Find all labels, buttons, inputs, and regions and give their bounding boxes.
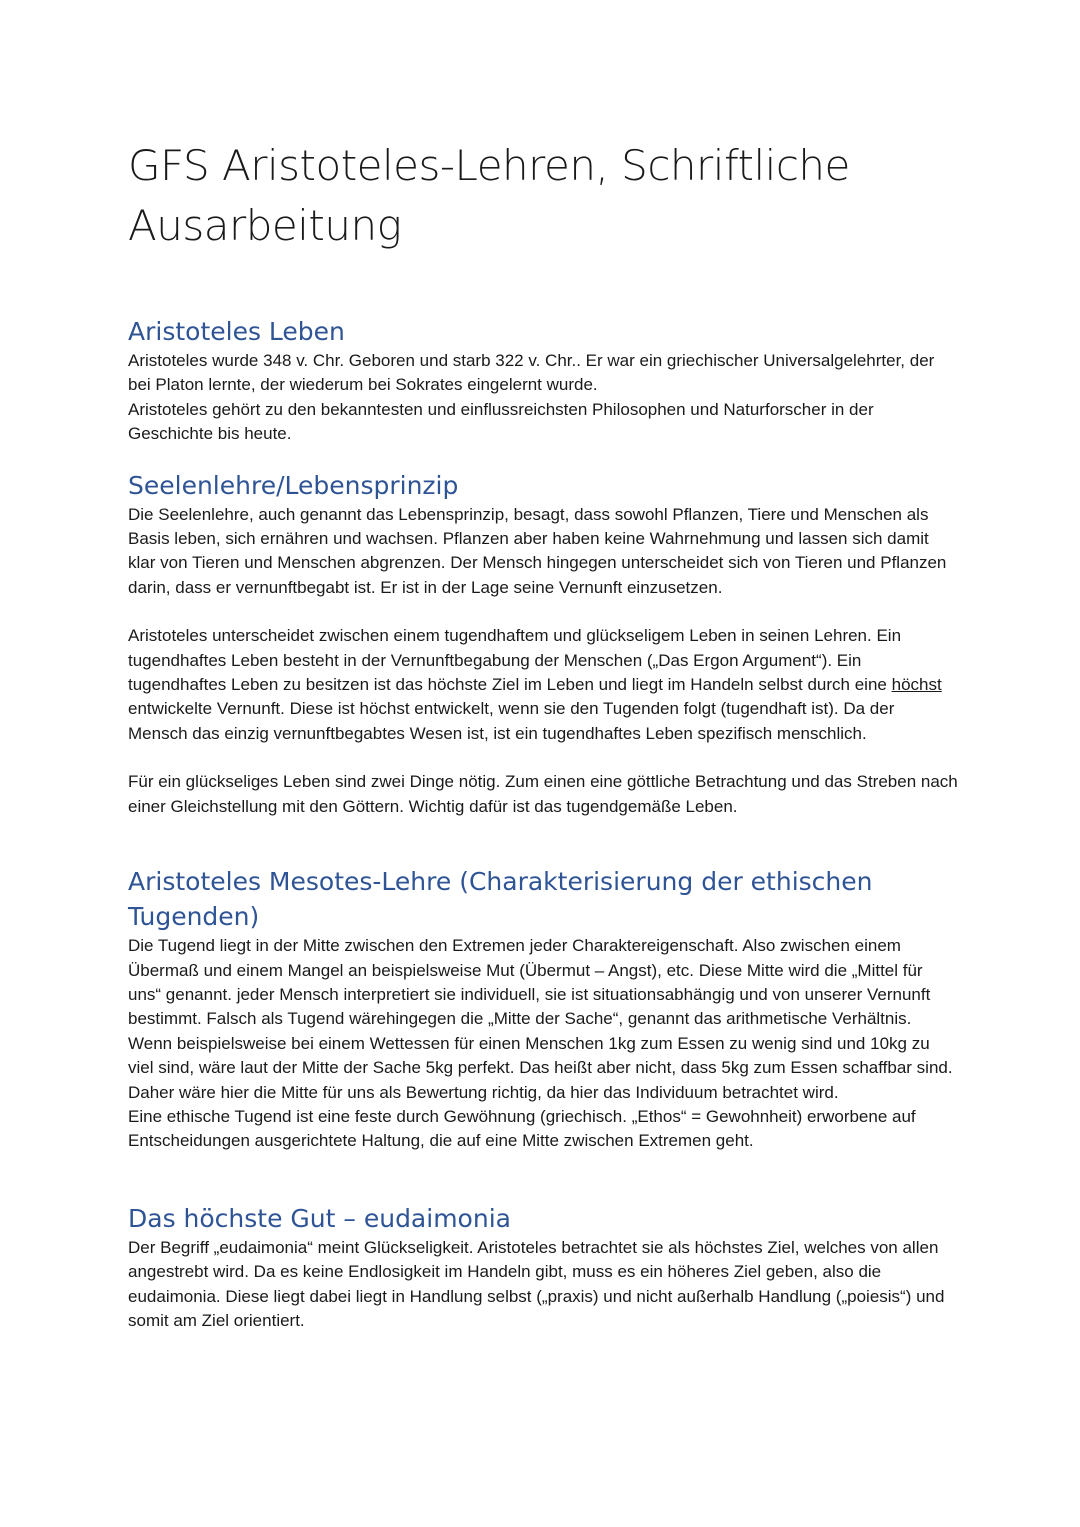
underlined-word-hoechst: höchst <box>891 675 942 695</box>
paragraph-seelenlehre-1: Die Seelenlehre, auch genannt das Lebensprinzip, besagt, dass sowohl Pflanzen, Tiere und Menschen als Basis leben, sich ernähren und wachsen. Pflanzen aber haben keine Wahrnehmung und lassen sich damit klar von Tieren und Menschen abgrenzen. Der Mensch hingegen unterscheidet sich von Tieren und Pflanzen darin, dass er vernunftbegabt ist. Er ist in der Lage seine Vernunft einzusetzen. <box>128 504 947 597</box>
paragraph-leben-1: Aristoteles wurde 348 v. Chr. Geboren und starb 322 v. Chr.. Er war ein griechischer Universalgelehrter, der bei Platon lernte, der wiederum bei Sokrates eingelernt wurde. <box>128 351 935 395</box>
paragraph-tugendhaft-part-1: Aristoteles unterscheidet zwischen einem tugendhaftem und glückseligem Leben in seinen Lehren. Ein tugendhaftes Leben besteht in der Vernunftbegabung der Menschen („Das Ergon Argument“). Ein tugendhaftes Leben zu besitzen ist das höchste Ziel im Leben und liegt im Handeln selbst durch eine <box>128 626 902 695</box>
section-heading-eudaimonia: Das höchste Gut – eudaimonia <box>128 1203 511 1233</box>
document-page <box>128 136 958 1333</box>
paragraph-mesotes-1: Die Tugend liegt in der Mitte zwischen den Extremen jeder Charaktereigenschaft. Also zwischen einem Übermaß und einem Mangel an beispielsweise Mut (Übermut – Angst), etc. Diese Mitte wird die „Mittel für uns“ genannt. jeder Mensch interpretiert sie individuell, sie ist situationsabhängig und von unserer Vernunft bestimmt. Falsch als Tugend wärehingegen die „Mitte der Sache“, genannt das arithmetische Verhältnis. Wenn beispielsweise bei einem Wettessen für einen Menschen 1kg zum Essen zu wenig sind und 10kg zu viel sind, wäre laut der Mitte der Sache 5kg perfekt. Das heißt aber nicht, dass 5kg zum Essen schaffbar sind. Daher wäre hier die Mitte für uns als Bewertung richtig, da hier das Individuum betrachtet wird. <box>128 936 953 1102</box>
paragraph-tugendhaft <box>128 624 958 746</box>
document-title: GFS Aristoteles-Lehren, Schriftliche Ausarbeitung <box>128 141 850 250</box>
section-heading-mesotes: Aristoteles Mesotes-Lehre (Charakterisierung der ethischen Tugenden) <box>128 867 873 932</box>
section-heading-aristoteles-leben: Aristoteles Leben <box>128 317 345 346</box>
paragraph-mesotes-2: Eine ethische Tugend ist eine feste durch Gewöhnung (griechisch. „Ethos“ = Gewohnheit) erworbene auf Entscheidungen ausgerichtete Haltung, die auf eine Mitte zwischen Extremen geht. <box>128 1106 916 1151</box>
paragraph-eudaimonia: Der Begriff „eudaimonia“ meint Glückseligkeit. Aristoteles betrachtet sie als höchstes Ziel, welches von allen angestrebt wird. Da es keine Endlosigkeit im Handeln gibt, muss es ein höheres Ziel geben, also die eudaimonia. Diese liegt dabei liegt in Handlung selbst („praxis) und nicht außerhalb Handlung („poiesis“) und somit am Ziel orientiert. <box>128 1237 945 1330</box>
paragraph-tugendhaft-part-2: entwickelte Vernunft. Diese ist höchst entwickelt, wenn sie den Tugenden folgt (tugendhaft ist). Da der Mensch das einzig vernunftbegabtes Wesen ist, ist ein tugendhaftes Leben spezifisch menschlich. <box>128 699 895 743</box>
paragraph-leben-2: Aristoteles gehört zu den bekanntesten und einflussreichsten Philosophen und Naturforscher in der Geschichte bis heute. <box>128 399 874 444</box>
paragraph-glueckselig: Für ein glückseliges Leben sind zwei Dinge nötig. Zum einen eine göttliche Betrachtung und das Streben nach einer Gleichstellung mit den Göttern. Wichtig dafür ist das tugendgemäße Leben. <box>128 772 958 816</box>
section-heading-seelenlehre: Seelenlehre/Lebensprinzip <box>128 470 459 500</box>
